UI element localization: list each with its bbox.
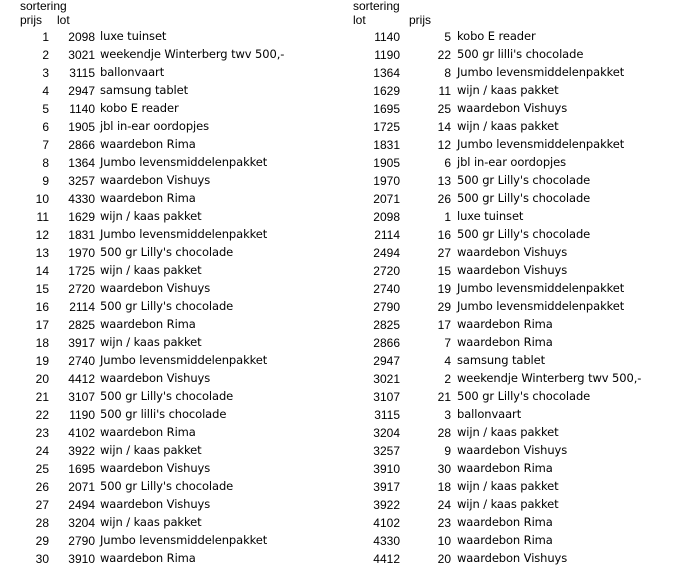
left-lot-cell: 1190 [69, 408, 95, 422]
right-prijs-cell: 8 [444, 66, 451, 80]
left-lot-cell: 2866 [68, 138, 95, 152]
right-header-prijs: prijs [409, 13, 432, 27]
right-prijs-cell: 25 [437, 102, 451, 116]
right-prijs-cell: 18 [437, 480, 451, 494]
left-prize-cell: wijn / kaas pakket [100, 263, 202, 277]
left-header-sortering: sortering [20, 0, 67, 13]
left-prijs-cell: 19 [35, 354, 49, 368]
right-lot-cell: 2071 [373, 192, 400, 206]
right-lot-cell: 1140 [374, 30, 400, 44]
right-prijs-cell: 5 [444, 30, 451, 44]
right-prijs-cell: 10 [437, 534, 451, 548]
left-prijs-cell: 20 [35, 372, 49, 386]
left-prijs-cell: 23 [35, 426, 49, 440]
right-prijs-cell: 14 [437, 120, 451, 134]
right-prijs-cell: 27 [437, 246, 451, 260]
left-lot-cell: 3910 [68, 552, 95, 566]
left-prize-cell: kobo E reader [100, 101, 179, 115]
right-prize-cell: Jumbo levensmiddelenpakket [457, 137, 625, 151]
right-prize-cell: waardebon Rima [457, 317, 553, 331]
left-prize-cell: samsung tablet [100, 83, 189, 97]
right-header-lot: lot [353, 13, 366, 27]
right-prize-cell: kobo E reader [457, 29, 536, 43]
left-prize-cell: Jumbo levensmiddelenpakket [100, 227, 268, 241]
right-lot-cell: 2947 [373, 354, 400, 368]
left-lot-cell: 2098 [68, 30, 95, 44]
left-prize-cell: Jumbo levensmiddelenpakket [100, 155, 268, 169]
right-lot-cell: 1725 [373, 120, 400, 134]
left-prijs-cell: 14 [35, 264, 49, 278]
right-prize-cell: Jumbo levensmiddelenpakket [457, 299, 625, 313]
right-prijs-cell: 11 [438, 84, 451, 98]
right-lot-cell: 1970 [373, 174, 400, 188]
right-prijs-cell: 3 [444, 408, 451, 422]
left-lot-cell: 2114 [69, 300, 95, 314]
right-lot-cell: 2740 [373, 282, 400, 296]
left-header-prijs: prijs [20, 13, 43, 27]
left-prijs-cell: 26 [35, 480, 49, 494]
left-prijs-cell: 6 [42, 120, 49, 134]
right-prize-cell: waardebon Vishuys [457, 245, 568, 259]
right-lot-cell: 2098 [373, 210, 400, 224]
left-lot-cell: 3922 [68, 444, 95, 458]
right-lot-cell: 3204 [373, 426, 400, 440]
right-prize-cell: wijn / kaas pakket [457, 83, 559, 97]
left-prize-cell: wijn / kaas pakket [100, 209, 202, 223]
right-prijs-cell: 12 [437, 138, 451, 152]
right-prize-cell: luxe tuinset [457, 209, 524, 223]
right-lot-cell: 1364 [373, 66, 400, 80]
right-prize-cell: Jumbo levensmiddelenpakket [457, 65, 625, 79]
left-lot-cell: 2494 [68, 498, 95, 512]
left-lot-cell: 1364 [68, 156, 95, 170]
left-prijs-cell: 30 [35, 552, 49, 566]
right-prijs-cell: 21 [437, 390, 451, 404]
right-prijs-cell: 2 [444, 372, 451, 386]
right-prize-cell: samsung tablet [457, 353, 546, 367]
left-prize-cell: 500 gr Lilly's chocolade [100, 299, 234, 313]
right-prize-cell: wijn / kaas pakket [457, 425, 559, 439]
right-lot-cell: 1905 [373, 156, 400, 170]
left-prijs-cell: 21 [35, 390, 49, 404]
right-prize-cell: wijn / kaas pakket [457, 479, 559, 493]
left-prize-cell: waardebon Vishuys [100, 281, 211, 295]
left-prize-cell: 500 gr Lilly's chocolade [100, 479, 234, 493]
right-prijs-cell: 28 [437, 426, 451, 440]
left-prijs-cell: 12 [35, 228, 49, 242]
left-prize-cell: wijn / kaas pakket [100, 443, 202, 457]
left-lot-cell: 2825 [68, 318, 95, 332]
right-prijs-cell: 23 [437, 516, 451, 530]
right-prijs-cell: 19 [437, 282, 451, 296]
left-lot-cell: 4412 [68, 372, 95, 386]
left-lot-cell: 4330 [68, 192, 95, 206]
left-prijs-cell: 1 [42, 30, 49, 44]
right-prijs-cell: 17 [437, 318, 451, 332]
right-lot-cell: 2720 [373, 264, 400, 278]
right-lot-cell: 3910 [373, 462, 400, 476]
left-lot-cell: 2720 [68, 282, 95, 296]
right-lot-cell: 1190 [374, 48, 400, 62]
left-lot-cell: 1905 [68, 120, 95, 134]
left-prijs-cell: 2 [42, 48, 49, 62]
left-lot-cell: 3021 [68, 48, 95, 62]
right-prize-cell: 500 gr Lilly's chocolade [457, 227, 591, 241]
right-prize-cell: weekendje Winterberg twv 500,- [457, 371, 642, 385]
right-prijs-cell: 30 [437, 462, 451, 476]
right-lot-cell: 4102 [373, 516, 400, 530]
right-prijs-cell: 20 [437, 552, 451, 566]
left-prize-cell: wijn / kaas pakket [100, 515, 202, 529]
left-prize-cell: Jumbo levensmiddelenpakket [100, 353, 268, 367]
left-prize-cell: waardebon Rima [100, 137, 196, 151]
left-lot-cell: 3107 [68, 390, 95, 404]
left-prize-cell: 500 gr Lilly's chocolade [100, 245, 234, 259]
left-prize-cell: luxe tuinset [100, 29, 167, 43]
right-header-sortering: sortering [353, 0, 400, 13]
left-prijs-cell: 18 [35, 336, 49, 350]
right-lot-cell: 3922 [373, 498, 400, 512]
left-lot-cell: 1970 [68, 246, 95, 260]
right-prijs-cell: 16 [437, 228, 451, 242]
right-prize-cell: jbl in-ear oordopjes [457, 155, 566, 169]
left-prize-cell: waardebon Rima [100, 191, 196, 205]
left-prijs-cell: 15 [35, 282, 49, 296]
left-lot-cell: 4102 [68, 426, 95, 440]
right-prize-cell: 500 gr lilli's chocolade [457, 47, 584, 61]
left-prize-cell: weekendje Winterberg twv 500,- [100, 47, 285, 61]
right-prize-cell: waardebon Rima [457, 335, 553, 349]
left-prijs-cell: 5 [42, 102, 49, 116]
right-prize-cell: waardebon Rima [457, 533, 553, 547]
left-lot-cell: 3204 [68, 516, 95, 530]
right-lot-cell: 3021 [373, 372, 400, 386]
left-prize-cell: waardebon Rima [100, 317, 196, 331]
right-lot-cell: 3257 [373, 444, 400, 458]
right-prijs-cell: 7 [444, 336, 451, 350]
right-prijs-cell: 13 [437, 174, 451, 188]
left-lot-cell: 1725 [68, 264, 95, 278]
left-prijs-cell: 8 [42, 156, 49, 170]
left-prize-cell: 500 gr Lilly's chocolade [100, 389, 234, 403]
right-prize-cell: ballonvaart [457, 407, 522, 421]
left-prijs-cell: 13 [35, 246, 49, 260]
right-lot-cell: 1831 [373, 138, 400, 152]
left-lot-cell: 1695 [68, 462, 95, 476]
left-prijs-cell: 28 [35, 516, 49, 530]
right-lot-cell: 2790 [373, 300, 400, 314]
left-prize-cell: waardebon Rima [100, 425, 196, 439]
left-header-lot: lot [57, 13, 70, 27]
left-lot-cell: 1140 [69, 102, 95, 116]
left-prize-cell: Jumbo levensmiddelenpakket [100, 533, 268, 547]
left-prijs-cell: 11 [36, 210, 49, 224]
right-prize-cell: waardebon Rima [457, 515, 553, 529]
right-prize-cell: waardebon Rima [457, 461, 553, 475]
left-prize-cell: waardebon Vishuys [100, 497, 211, 511]
left-lot-cell: 3115 [69, 66, 95, 80]
left-prize-cell: ballonvaart [100, 65, 165, 79]
left-prize-cell: wijn / kaas pakket [100, 335, 202, 349]
right-prize-cell: waardebon Vishuys [457, 551, 568, 565]
right-prize-cell: 500 gr Lilly's chocolade [457, 191, 591, 205]
right-lot-cell: 3115 [374, 408, 400, 422]
right-prize-cell: Jumbo levensmiddelenpakket [457, 281, 625, 295]
right-prijs-cell: 22 [437, 48, 451, 62]
right-prijs-cell: 26 [437, 192, 451, 206]
right-prize-cell: waardebon Vishuys [457, 101, 568, 115]
left-prijs-cell: 9 [42, 174, 49, 188]
left-lot-cell: 2071 [68, 480, 95, 494]
left-prize-cell: jbl in-ear oordopjes [100, 119, 209, 133]
right-prize-cell: 500 gr Lilly's chocolade [457, 389, 591, 403]
left-prijs-cell: 27 [35, 498, 49, 512]
right-lot-cell: 2494 [373, 246, 400, 260]
left-prijs-cell: 29 [35, 534, 49, 548]
left-prijs-cell: 3 [42, 66, 49, 80]
left-prijs-cell: 24 [35, 444, 49, 458]
right-prize-cell: waardebon Vishuys [457, 263, 568, 277]
left-prize-cell: waardebon Vishuys [100, 173, 211, 187]
right-prijs-cell: 29 [437, 300, 451, 314]
left-prize-cell: waardebon Vishuys [100, 371, 211, 385]
left-prijs-cell: 10 [35, 192, 49, 206]
right-lot-cell: 4412 [373, 552, 400, 566]
left-prize-cell: waardebon Vishuys [100, 461, 211, 475]
right-prijs-cell: 4 [444, 354, 451, 368]
left-lot-cell: 3257 [68, 174, 95, 188]
left-prijs-cell: 4 [42, 84, 49, 98]
right-prize-cell: wijn / kaas pakket [457, 497, 559, 511]
left-prize-cell: 500 gr lilli's chocolade [100, 407, 227, 421]
left-lot-cell: 3917 [68, 336, 95, 350]
left-lot-cell: 1831 [68, 228, 95, 242]
left-prijs-cell: 16 [35, 300, 49, 314]
right-lot-cell: 2114 [374, 228, 400, 242]
left-lot-cell: 2947 [68, 84, 95, 98]
right-lot-cell: 1695 [373, 102, 400, 116]
right-prijs-cell: 15 [437, 264, 451, 278]
left-prijs-cell: 17 [35, 318, 49, 332]
right-lot-cell: 2825 [373, 318, 400, 332]
left-prijs-cell: 7 [42, 138, 49, 152]
right-lot-cell: 3107 [373, 390, 400, 404]
right-lot-cell: 1629 [373, 84, 400, 98]
left-prijs-cell: 25 [35, 462, 49, 476]
right-prize-cell: wijn / kaas pakket [457, 119, 559, 133]
right-prize-cell: 500 gr Lilly's chocolade [457, 173, 591, 187]
right-lot-cell: 3917 [373, 480, 400, 494]
left-lot-cell: 2790 [68, 534, 95, 548]
right-prijs-cell: 6 [444, 156, 451, 170]
right-lot-cell: 4330 [373, 534, 400, 548]
left-lot-cell: 1629 [68, 210, 95, 224]
right-prijs-cell: 1 [444, 210, 451, 224]
right-prize-cell: waardebon Vishuys [457, 443, 568, 457]
right-prijs-cell: 9 [444, 444, 451, 458]
right-prijs-cell: 24 [437, 498, 451, 512]
left-prize-cell: waardebon Rima [100, 551, 196, 565]
left-lot-cell: 2740 [68, 354, 95, 368]
left-prijs-cell: 22 [35, 408, 49, 422]
right-lot-cell: 2866 [373, 336, 400, 350]
